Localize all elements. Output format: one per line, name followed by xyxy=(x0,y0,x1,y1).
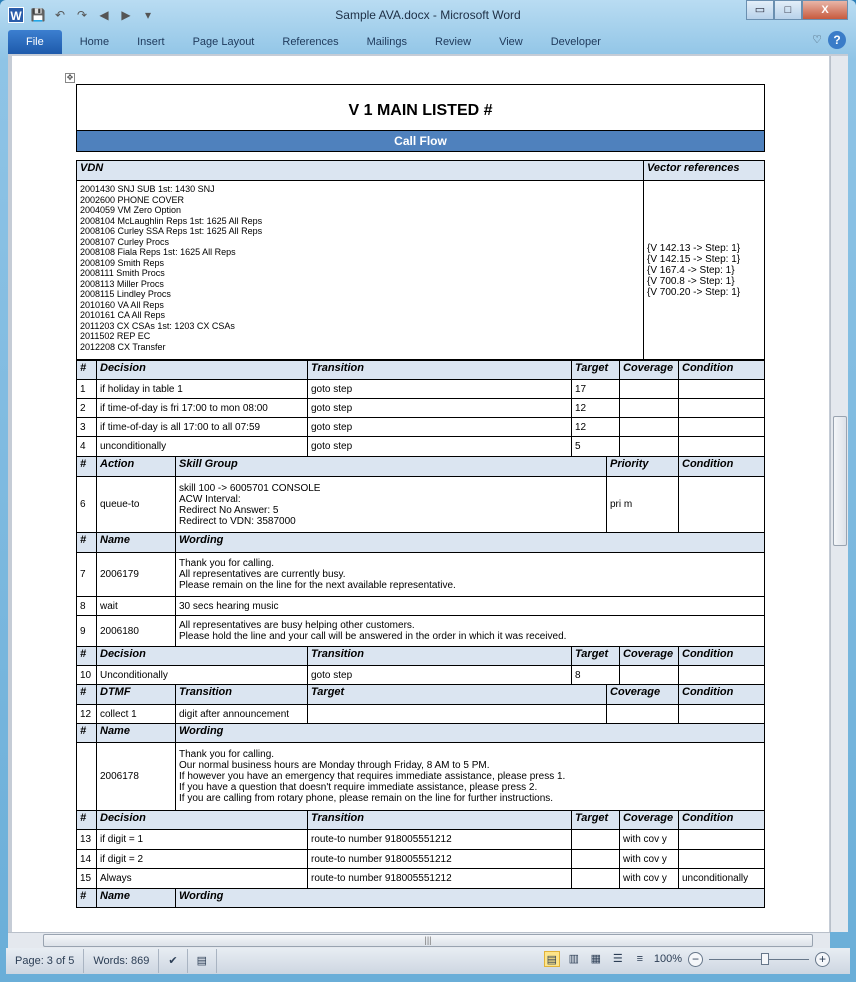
horizontal-scroll-thumb[interactable]: ||| xyxy=(43,934,813,947)
table-row-cell xyxy=(620,399,679,418)
table-row-cell: with cov y xyxy=(620,869,679,889)
table-row-cell xyxy=(572,830,620,850)
header-row-cell: # xyxy=(77,811,97,830)
header-row-cell: Coverage xyxy=(620,361,679,380)
outline-icon[interactable]: ☰ xyxy=(612,953,623,965)
header-row-cell: Transition xyxy=(308,811,572,830)
window-title: Sample AVA.docx - Microsoft Word xyxy=(335,8,521,22)
table-row-cell xyxy=(679,437,765,457)
table-row-cell: 6 xyxy=(77,477,97,533)
table-row-cell xyxy=(679,830,765,850)
header-row-cell: DTMF xyxy=(97,685,176,705)
tab-references[interactable]: References xyxy=(282,36,339,48)
tab-file[interactable]: File xyxy=(8,30,62,54)
table-row-cell: route-to number 918005551212 xyxy=(308,850,572,869)
table-row-cell: unconditionally xyxy=(97,437,308,457)
customize-toolbar-icon[interactable]: ▾ xyxy=(144,8,152,22)
table-row-cell xyxy=(620,380,679,399)
table-move-handle-icon[interactable]: ✥ xyxy=(66,73,74,82)
table-row-cell: if time-of-day is fri 17:00 to mon 08:00 xyxy=(97,399,308,418)
table-row-cell: 15 xyxy=(77,869,97,889)
header-row-cell: Transition xyxy=(176,685,308,705)
word-logo-icon[interactable]: W xyxy=(8,7,24,23)
document-page[interactable] xyxy=(12,56,829,932)
table-row-cell xyxy=(620,437,679,457)
table-row-cell: 8 xyxy=(572,666,620,685)
table-row-cell xyxy=(607,705,679,724)
table-row-cell: 8 xyxy=(77,597,97,616)
minimize-button[interactable]: ▭ xyxy=(746,0,774,20)
header-row-cell: # xyxy=(77,724,97,743)
table-row-cell: digit after announcement xyxy=(176,705,308,724)
table-row-cell: 2006179 xyxy=(97,553,176,597)
table-row-cell: route-to number 918005551212 xyxy=(308,830,572,850)
table-row-cell: goto step xyxy=(308,437,572,457)
header-row-cell: Name xyxy=(97,889,176,908)
table-row-cell: 12 xyxy=(77,705,97,724)
header-row-cell: Wording xyxy=(176,724,765,743)
vdn-table xyxy=(76,160,765,360)
table-row-cell xyxy=(620,418,679,437)
full-screen-reading-icon[interactable]: ▥ xyxy=(568,953,580,965)
table-row xyxy=(76,850,765,869)
proofing-icon[interactable]: ✔ xyxy=(159,949,187,973)
table-row-cell: route-to number 918005551212 xyxy=(308,869,572,889)
table-row-cell: pri m xyxy=(607,477,679,533)
table-row-cell: 30 secs hearing music xyxy=(176,597,765,616)
ribbon-tabs xyxy=(8,30,848,54)
table-row-cell: if time-of-day is all 17:00 to all 07:59 xyxy=(97,418,308,437)
header-row-cell: Transition xyxy=(308,647,572,666)
tab-insert[interactable]: Insert xyxy=(137,36,165,48)
status-bar xyxy=(6,948,850,974)
vertical-scrollbar[interactable] xyxy=(830,56,848,932)
table-row-cell: 2006178 xyxy=(97,743,176,811)
table-row-cell: 3 xyxy=(77,418,97,437)
table-row-cell: 12 xyxy=(572,418,620,437)
header-row-cell: # xyxy=(77,889,97,908)
forward-icon[interactable]: ▶ xyxy=(121,8,131,22)
table-row-cell: 9 xyxy=(77,616,97,647)
table-row-cell xyxy=(620,666,679,685)
header-row xyxy=(76,685,765,705)
table-row-cell: unconditionally xyxy=(679,869,765,889)
header-row-cell: Wording xyxy=(176,889,765,908)
title-bar xyxy=(0,0,856,30)
table-row-cell: if digit = 2 xyxy=(97,850,308,869)
table-row-cell xyxy=(679,399,765,418)
header-row-cell: Condition xyxy=(679,811,765,830)
table-row-cell: Thank you for calling. Our normal business hours are Monday through Friday, 8 AM to 5 PM. If however you have an emergency that requires immediate assistance, please press 1. If you have a question that doesn't require immediate assistance, please press 2. If you are calling from rotary phone, please remain on the line for further instructions. xyxy=(176,743,765,811)
table-row xyxy=(76,616,765,647)
help-icon[interactable]: ? xyxy=(828,31,846,49)
minimize-ribbon-icon[interactable]: ♡ xyxy=(812,34,822,46)
zoom-in-button[interactable]: + xyxy=(815,952,830,967)
header-row xyxy=(76,457,765,477)
header-row-cell: Target xyxy=(572,811,620,830)
document-area xyxy=(8,54,848,932)
header-row-cell: Target xyxy=(308,685,607,705)
tab-view[interactable]: View xyxy=(499,36,523,48)
table-row xyxy=(76,597,765,616)
header-row-cell: Name xyxy=(97,724,176,743)
page-count[interactable]: Page: 3 of 5 xyxy=(6,949,84,973)
header-row-cell: Target xyxy=(572,647,620,666)
table-row-cell: if digit = 1 xyxy=(97,830,308,850)
header-row-cell: Priority xyxy=(607,457,679,477)
table-row-cell: 4 xyxy=(77,437,97,457)
header-row-cell: Transition xyxy=(308,361,572,380)
table-row-cell: 7 xyxy=(77,553,97,597)
table-row xyxy=(76,705,765,724)
header-row-cell: Target xyxy=(572,361,620,380)
header-row-cell: # xyxy=(77,533,97,553)
save-icon[interactable]: 💾 xyxy=(30,8,46,22)
header-row-cell: Coverage xyxy=(620,811,679,830)
web-layout-icon[interactable]: ▦ xyxy=(590,953,602,965)
vector-header: Vector references xyxy=(644,161,765,181)
header-row xyxy=(76,724,765,743)
table-row-cell: goto step xyxy=(308,380,572,399)
redo-icon[interactable]: ↷ xyxy=(76,8,88,22)
header-row xyxy=(76,811,765,830)
table-row xyxy=(76,869,765,889)
header-row xyxy=(76,647,765,666)
header-row-cell: Condition xyxy=(679,685,765,705)
table-row-cell xyxy=(679,666,765,685)
back-icon[interactable]: ◀ xyxy=(99,8,109,22)
table-row xyxy=(76,666,765,685)
table-row xyxy=(76,743,765,811)
draft-icon[interactable]: ≡ xyxy=(636,953,644,965)
header-row-cell: Coverage xyxy=(620,647,679,666)
header-row-cell: Action xyxy=(97,457,176,477)
table-row-cell: Unconditionally xyxy=(97,666,308,685)
zoom-slider[interactable] xyxy=(709,959,809,960)
table-row-cell: 14 xyxy=(77,850,97,869)
vdn-header: VDN xyxy=(77,161,644,181)
tab-mailings[interactable]: Mailings xyxy=(366,36,407,48)
header-row xyxy=(76,889,765,908)
table-row-cell: 1 xyxy=(77,380,97,399)
vertical-scroll-thumb[interactable] xyxy=(833,416,847,546)
table-row-cell: wait xyxy=(97,597,176,616)
table-row-cell xyxy=(679,380,765,399)
table-row xyxy=(76,477,765,533)
header-row-cell: Decision xyxy=(97,811,308,830)
header-row xyxy=(76,533,765,553)
table-row xyxy=(76,380,765,399)
table-row-cell xyxy=(679,418,765,437)
table-row-cell xyxy=(572,850,620,869)
table-row-cell: 17 xyxy=(572,380,620,399)
header-row-cell: Coverage xyxy=(607,685,679,705)
zoom-out-button[interactable]: − xyxy=(688,952,703,967)
table-row-cell: 10 xyxy=(77,666,97,685)
table-row-cell: 12 xyxy=(572,399,620,418)
table-row xyxy=(76,399,765,418)
section-title: Call Flow xyxy=(76,130,765,152)
tab-review[interactable]: Review xyxy=(435,36,472,48)
table-row-cell xyxy=(679,705,765,724)
table-row-cell xyxy=(77,743,97,811)
header-row-cell: Wording xyxy=(176,533,765,553)
table-row-cell: 2006180 xyxy=(97,616,176,647)
header-row-cell: # xyxy=(77,457,97,477)
table-row-cell xyxy=(308,705,607,724)
header-row-cell: # xyxy=(77,361,97,380)
table-row-cell: with cov y xyxy=(620,850,679,869)
table-row-cell: goto step xyxy=(308,418,572,437)
undo-icon[interactable]: ↶ xyxy=(54,8,66,22)
table-row-cell: 5 xyxy=(572,437,620,457)
document-title: V 1 MAIN LISTED # xyxy=(76,84,765,130)
table-row-cell: 2 xyxy=(77,399,97,418)
header-row-cell: Name xyxy=(97,533,176,553)
table-row-cell xyxy=(679,850,765,869)
tab-page-layout[interactable]: Page Layout xyxy=(192,36,255,48)
header-row xyxy=(76,360,765,380)
header-row-cell: Condition xyxy=(679,457,765,477)
call-flow-table xyxy=(76,360,765,908)
table-row-cell: if holiday in table 1 xyxy=(97,380,308,399)
table-row xyxy=(76,437,765,457)
table-row-cell: with cov y xyxy=(620,830,679,850)
tab-home[interactable]: Home xyxy=(79,36,110,48)
table-row-cell: Thank you for calling. All representatives are currently busy. Please remain on the line for the next available representative. xyxy=(176,553,765,597)
vector-references: {V 142.13 -> Step: 1} {V 142.15 -> Step: 1} {V 167.4 -> Step: 1} {V 700.8 -> Step: 1} {V 700.20 -> Step: 1} xyxy=(644,181,765,360)
vdn-list: 2001430 SNJ SUB 1st: 1430 SNJ 2002600 PHONE COVER 2004059 VM Zero Option 2008104 McLaughlin Reps 1st: 1625 All Reps 2008106 Curley SSA Reps 1st: 1625 All Reps 2008107 Curley Procs 2008108 Fiala Reps 1st: 1625 All Reps 2008109 Smith Reps 2008111 Smith Procs 2008113 Miller Procs 2008115 Lindley Procs 2010160 VA All Reps 2010161 CA All Reps 2011203 CX CSAs 1st: 1203 CX CSAs 2011502 REP EC 2012208 CX Transfer xyxy=(77,181,644,360)
table-row-cell: All representatives are busy helping other customers. Please hold the line and your call will be answered in the order in which it was received. xyxy=(176,616,765,647)
header-row-cell: Decision xyxy=(97,361,308,380)
maximize-button[interactable]: □ xyxy=(774,0,802,20)
horizontal-scrollbar[interactable] xyxy=(8,932,830,948)
tab-developer[interactable]: Developer xyxy=(550,36,601,48)
macro-record-icon[interactable]: ▤ xyxy=(188,949,217,973)
header-row-cell: Condition xyxy=(679,361,765,380)
table-row-cell: goto step xyxy=(308,666,572,685)
table-row xyxy=(76,553,765,597)
header-row-cell: Skill Group xyxy=(176,457,607,477)
print-layout-icon[interactable]: ▤ xyxy=(544,951,560,967)
table-row xyxy=(76,830,765,850)
table-row-cell: Always xyxy=(97,869,308,889)
table-row-cell: goto step xyxy=(308,399,572,418)
table-row-cell: skill 100 -> 6005701 CONSOLE ACW Interval: Redirect No Answer: 5 Redirect to VDN: 3587000 xyxy=(176,477,607,533)
table-row-cell xyxy=(572,869,620,889)
word-count[interactable]: Words: 869 xyxy=(84,949,159,973)
close-button[interactable]: X xyxy=(802,0,848,20)
table-row-cell: collect 1 xyxy=(97,705,176,724)
header-row-cell: # xyxy=(77,647,97,666)
header-row-cell: Condition xyxy=(679,647,765,666)
header-row-cell: Decision xyxy=(97,647,308,666)
table-row-cell: queue-to xyxy=(97,477,176,533)
table-row xyxy=(76,418,765,437)
zoom-level[interactable]: 100% xyxy=(653,953,682,965)
table-row-cell: 13 xyxy=(77,830,97,850)
header-row-cell: # xyxy=(77,685,97,705)
table-row-cell xyxy=(679,477,765,533)
